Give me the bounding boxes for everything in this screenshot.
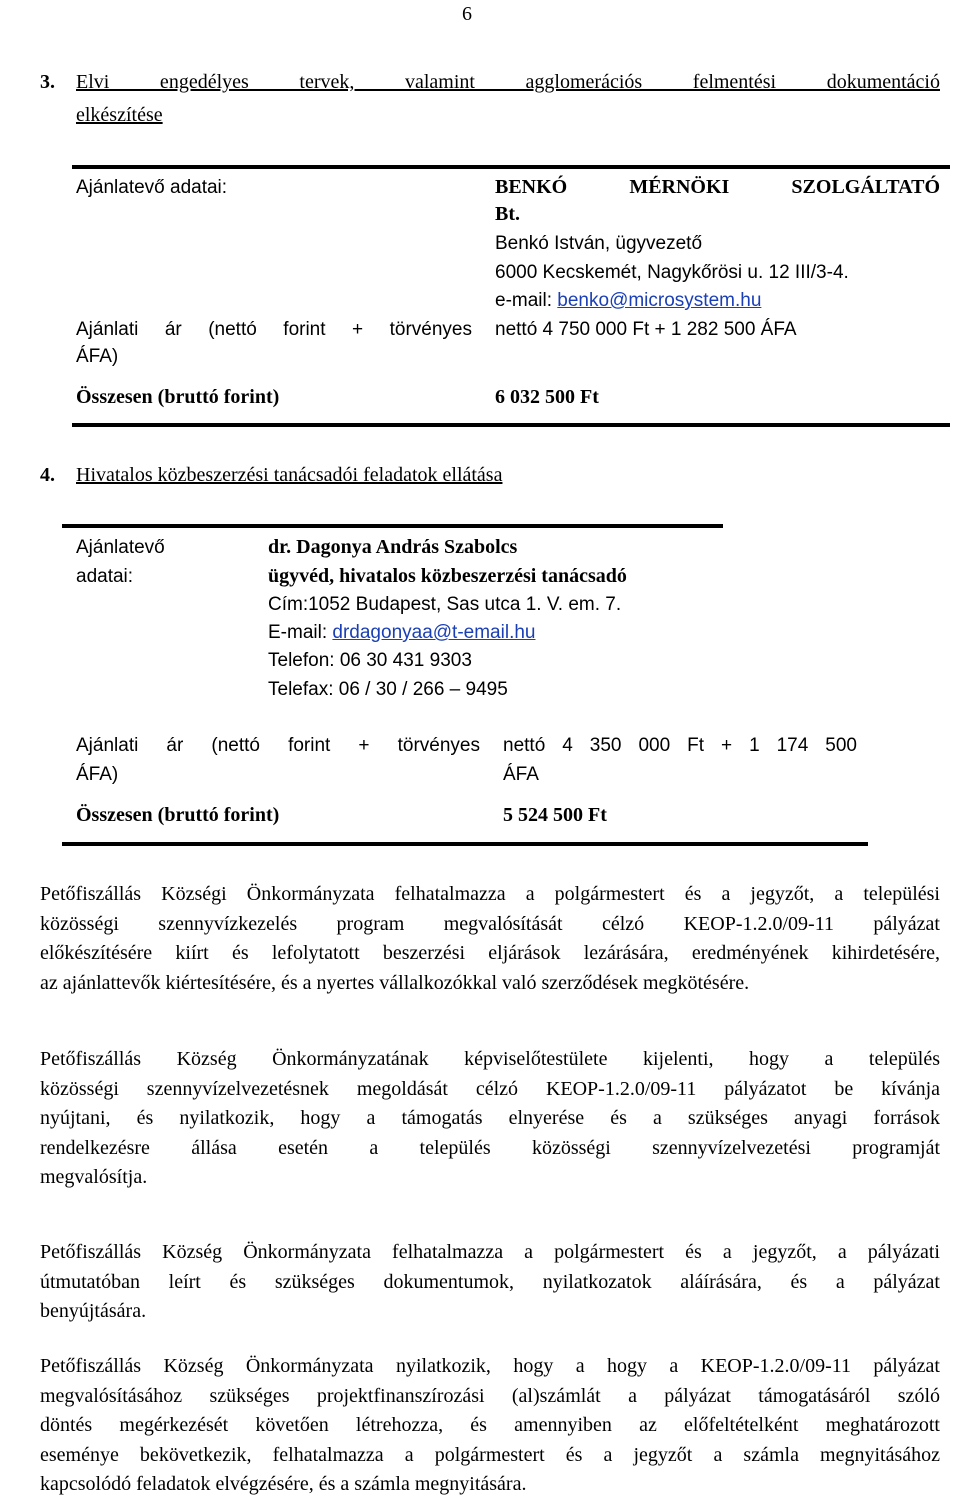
section3-top-rule bbox=[72, 165, 950, 169]
paragraph-line: nyújtani, és nyilatkozik, hogy a támogatás elnyerése és a szükséges anyagi források bbox=[40, 1107, 940, 1129]
section4-role: ügyvéd, hivatalos közbeszerzési tanácsadó bbox=[268, 565, 627, 587]
section4-total-label: Összesen (bruttó forint) bbox=[76, 804, 280, 826]
paragraph-line: kapcsolódó feladatok elvégzésére, és a számla megnyitására. bbox=[40, 1473, 527, 1495]
section3-email-label: e-mail: bbox=[495, 290, 558, 311]
section3-title-line1: Elvi engedélyes tervek, valamint agglomerációs felmentési dokumentáció bbox=[76, 71, 940, 93]
paragraph-2 bbox=[40, 1045, 940, 1193]
section3-company-line2: Bt. bbox=[495, 203, 520, 225]
section3-price-value: nettó 4 750 000 Ft + 1 282 500 ÁFA bbox=[495, 319, 797, 340]
paragraph-4 bbox=[40, 1352, 940, 1500]
section4-bottom-rule bbox=[62, 842, 868, 846]
section4-price-value-line1: nettó 4 350 000 Ft + 1 174 500 bbox=[503, 735, 857, 756]
section4-price-label-line1: Ajánlati ár (nettó forint + törvényes bbox=[76, 735, 480, 756]
section3-offerer-label: Ajánlatevő adatai: bbox=[76, 177, 228, 198]
paragraph-line: eseménye bekövetkezik, felhatalmazza a polgármestert és a jegyzőt a számla megnyitásához bbox=[40, 1443, 940, 1466]
section4-price-value-line2: ÁFA bbox=[503, 764, 539, 785]
section3-price-label-line1: Ajánlati ár (nettó forint + törvényes bbox=[76, 319, 472, 340]
section4-address: Cím:1052 Budapest, Sas utca 1. V. em. 7. bbox=[268, 594, 622, 615]
paragraph-line: megvalósításához szükséges projektfinanszírozási (al)számlát a pályázat támogatásáról szóló bbox=[40, 1384, 940, 1407]
section4-name: dr. Dagonya András Szabolcs bbox=[268, 536, 518, 558]
section4-title: Hivatalos közbeszerzési tanácsadói feladatok ellátása bbox=[76, 464, 503, 486]
section3-price-label-line2: ÁFA) bbox=[76, 346, 119, 367]
paragraph-1 bbox=[40, 880, 940, 998]
section4-fax: Telefax: 06 / 30 / 266 – 9495 bbox=[268, 679, 508, 700]
section3-total-label: Összesen (bruttó forint) bbox=[76, 386, 280, 408]
section4-offerer-label-line1: Ajánlatevő bbox=[76, 537, 165, 558]
section3-email-line bbox=[495, 286, 761, 315]
section3-contact-person: Benkó István, ügyvezető bbox=[495, 233, 703, 254]
paragraph-line: rendelkezésre állása esetén a település közösségi szennyvízelvezetési programját bbox=[40, 1136, 940, 1159]
paragraph-line: az ajánlattevők kiértesítésére, és a nyertes vállalkozókkal való szerződések megkötésére. bbox=[40, 971, 750, 994]
section4-phone: Telefon: 06 30 431 9303 bbox=[268, 650, 472, 671]
paragraph-line: közösségi szennyvízelvezetésnek megoldását célzó KEOP-1.2.0/09-11 pályázatot be kívánja bbox=[40, 1077, 940, 1100]
paragraph-line: útmutatóban leírt és szükséges dokumentumok, nyilatkozatok aláírására, és a pályázat bbox=[40, 1270, 940, 1293]
section3-bottom-rule bbox=[72, 423, 950, 427]
paragraph-line: Petőfiszállás Község Önkormányzata nyilatkozik, hogy a hogy a KEOP-1.2.0/09-11 pályázat bbox=[40, 1355, 940, 1377]
page-number: 6 bbox=[462, 3, 472, 25]
section4-number: 4. bbox=[40, 464, 55, 486]
section3-company-line1: BENKÓ MÉRNÖKI SZOLGÁLTATÓ bbox=[495, 176, 940, 198]
section3-title-line2: elkészítése bbox=[76, 104, 163, 126]
section4-email-link[interactable]: drdagonyaa@t-email.hu bbox=[332, 622, 536, 643]
section4-email-label: E-mail: bbox=[268, 622, 333, 643]
paragraph-line: Petőfiszállás Községi Önkormányzata felhatalmazza a polgármestert és a jegyzőt, a települési bbox=[40, 883, 940, 905]
paragraph-line: közösségi szennyvízkezelés program megvalósítását célzó KEOP-1.2.0/09-11 pályázat bbox=[40, 912, 940, 935]
paragraph-line: Petőfiszállás Község Önkormányzata felhatalmazza a polgármestert és a jegyzőt, a pályázati bbox=[40, 1241, 940, 1263]
section4-email-line bbox=[268, 618, 535, 647]
paragraph-line: előkészítésére kiírt és lefolytatott beszerzési eljárások lezárására, eredményének kihirdetésére, bbox=[40, 942, 940, 964]
paragraph-line: Petőfiszállás Község Önkormányzatának képviselőtestülete kijelenti, hogy a település bbox=[40, 1048, 940, 1070]
paragraph-line: megvalósítja. bbox=[40, 1166, 148, 1188]
section3-address: 6000 Kecskemét, Nagykőrösi u. 12 III/3-4. bbox=[495, 262, 849, 283]
section3-email-link[interactable]: benko@microsystem.hu bbox=[557, 290, 762, 311]
section4-offerer-label-line2: adatai: bbox=[76, 566, 134, 587]
section3-number: 3. bbox=[40, 71, 55, 93]
paragraph-line: döntés megérkezését követően létrehozza, és amennyiben az előfeltételként meghatározott bbox=[40, 1414, 940, 1436]
section4-top-rule bbox=[62, 524, 723, 528]
paragraph-3 bbox=[40, 1238, 940, 1327]
section4-total-value: 5 524 500 Ft bbox=[503, 804, 607, 826]
section3-total-value: 6 032 500 Ft bbox=[495, 386, 599, 408]
paragraph-line: benyújtására. bbox=[40, 1300, 147, 1322]
section4-price-label-line2: ÁFA) bbox=[76, 764, 119, 785]
